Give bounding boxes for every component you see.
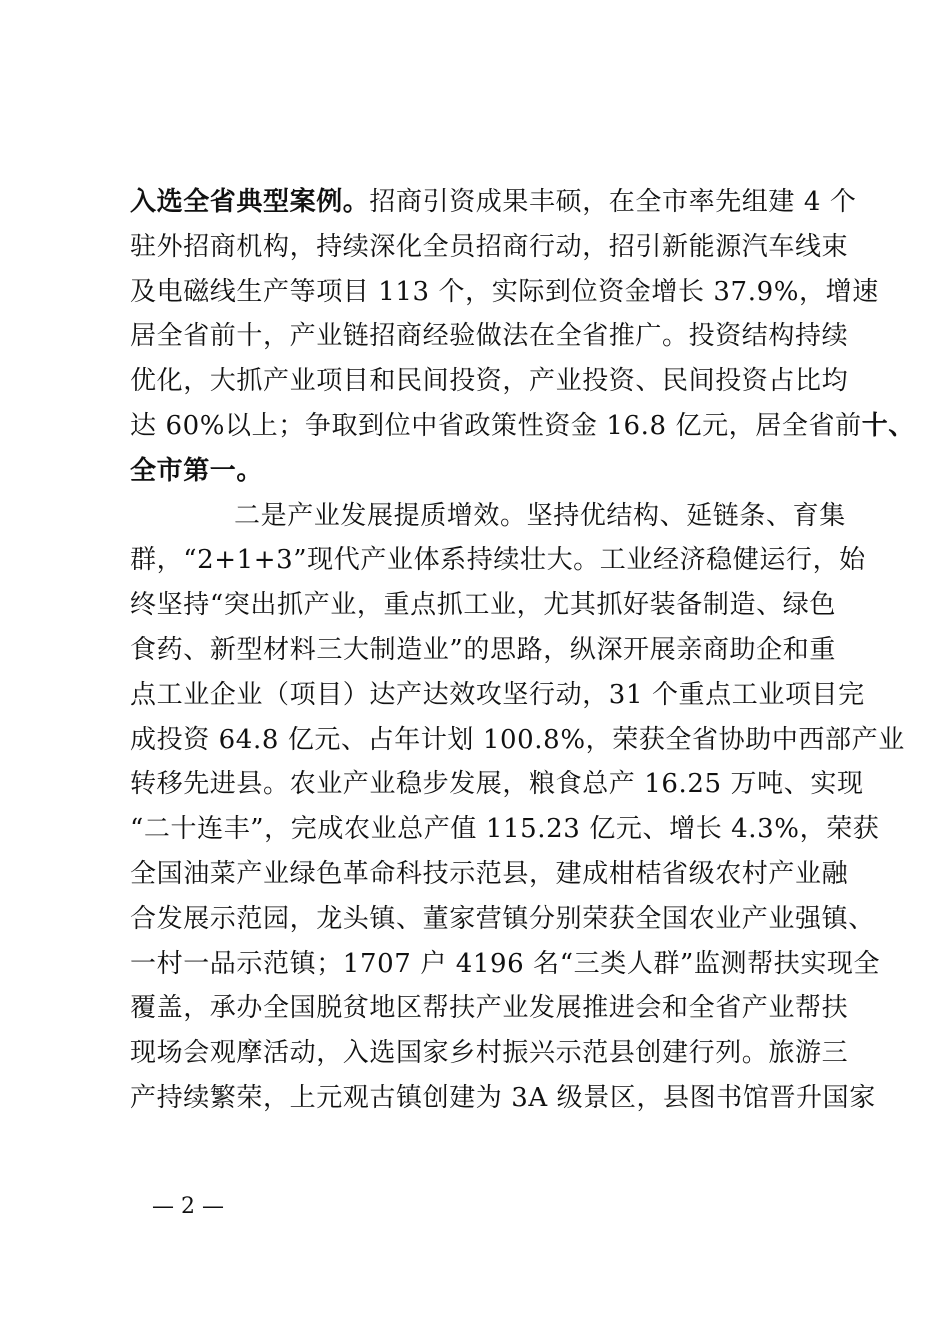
text-line: 合发展示范园，龙头镇、董家营镇分别荣获全国农业产业强镇、 <box>130 903 875 934</box>
text-line: 优化，大抓产业项目和民间投资，产业投资、民间投资占比均 <box>130 366 849 397</box>
bold-phrase: 全市第一。 <box>130 455 264 486</box>
text-line: 一村一品示范镇；1707 户 4196 名“三类人群”监测帮扶实现全 <box>130 948 881 979</box>
text-line: 产持续繁荣，上元观古镇创建为 3A 级景区，县图书馆晋升国家 <box>130 1082 876 1113</box>
text-line: 全国油菜产业绿色革命科技示范县，建成柑桔省级农村产业融 <box>130 858 849 889</box>
text-line: 终坚持“突出抓产业，重点抓工业，尤其抓好装备制造、绿色 <box>130 590 836 621</box>
text-line: 驻外招商机构，持续深化全员招商行动，招引新能源汽车线束 <box>130 231 849 262</box>
bold-phrase: 入选全省典型案例。 <box>130 187 370 217</box>
text-run: 招商引资成果丰硕，在全市率先组建 4 个 <box>369 187 857 217</box>
bold-phrase: 十、 <box>861 410 915 441</box>
text-line: 现场会观摩活动，入选国家乡村振兴示范县创建行列。旅游三 <box>130 1038 849 1069</box>
text-line <box>130 180 857 225</box>
text-line: 及电磁线生产等项目 113 个，实际到位资金增长 37.9%，增速 <box>130 276 879 307</box>
body-text <box>130 180 915 1121</box>
page-number: — 2 — <box>152 1194 224 1219</box>
text-line: 转移先进县。农业产业稳步发展，粮食总产 16.25 万吨、实现 <box>130 769 864 800</box>
text-line: 覆盖，承办全国脱贫地区帮扶产业发展推进会和全省产业帮扶 <box>130 993 849 1024</box>
text-line: “二十连丰”，完成农业总产值 115.23 亿元、增长 4.3%，荣获 <box>130 814 880 845</box>
text-line: 居全省前十，产业链招商经验做法在全省推广。投资结构持续 <box>130 321 849 352</box>
text-line: 群，“2+1+3”现代产业体系持续壮大。工业经济稳健运行，始 <box>130 545 866 576</box>
text-line: 食药、新型材料三大制造业”的思路，纵深开展亲商助企和重 <box>130 634 836 665</box>
text-line <box>130 404 915 449</box>
text-run: 达 60%以上；争取到位中省政策性资金 16.8 亿元，居全省前 <box>130 410 862 441</box>
text-line <box>130 449 836 494</box>
text-line: 二是产业发展提质增效。坚持优结构、延链条、育集 <box>234 500 846 531</box>
text-line: 成投资 64.8 亿元、占年计划 100.8%，荣获全省协助中西部产业 <box>130 724 905 755</box>
text-line: 点工业企业（项目）达产达效攻坚行动，31 个重点工业项目完 <box>130 679 865 710</box>
